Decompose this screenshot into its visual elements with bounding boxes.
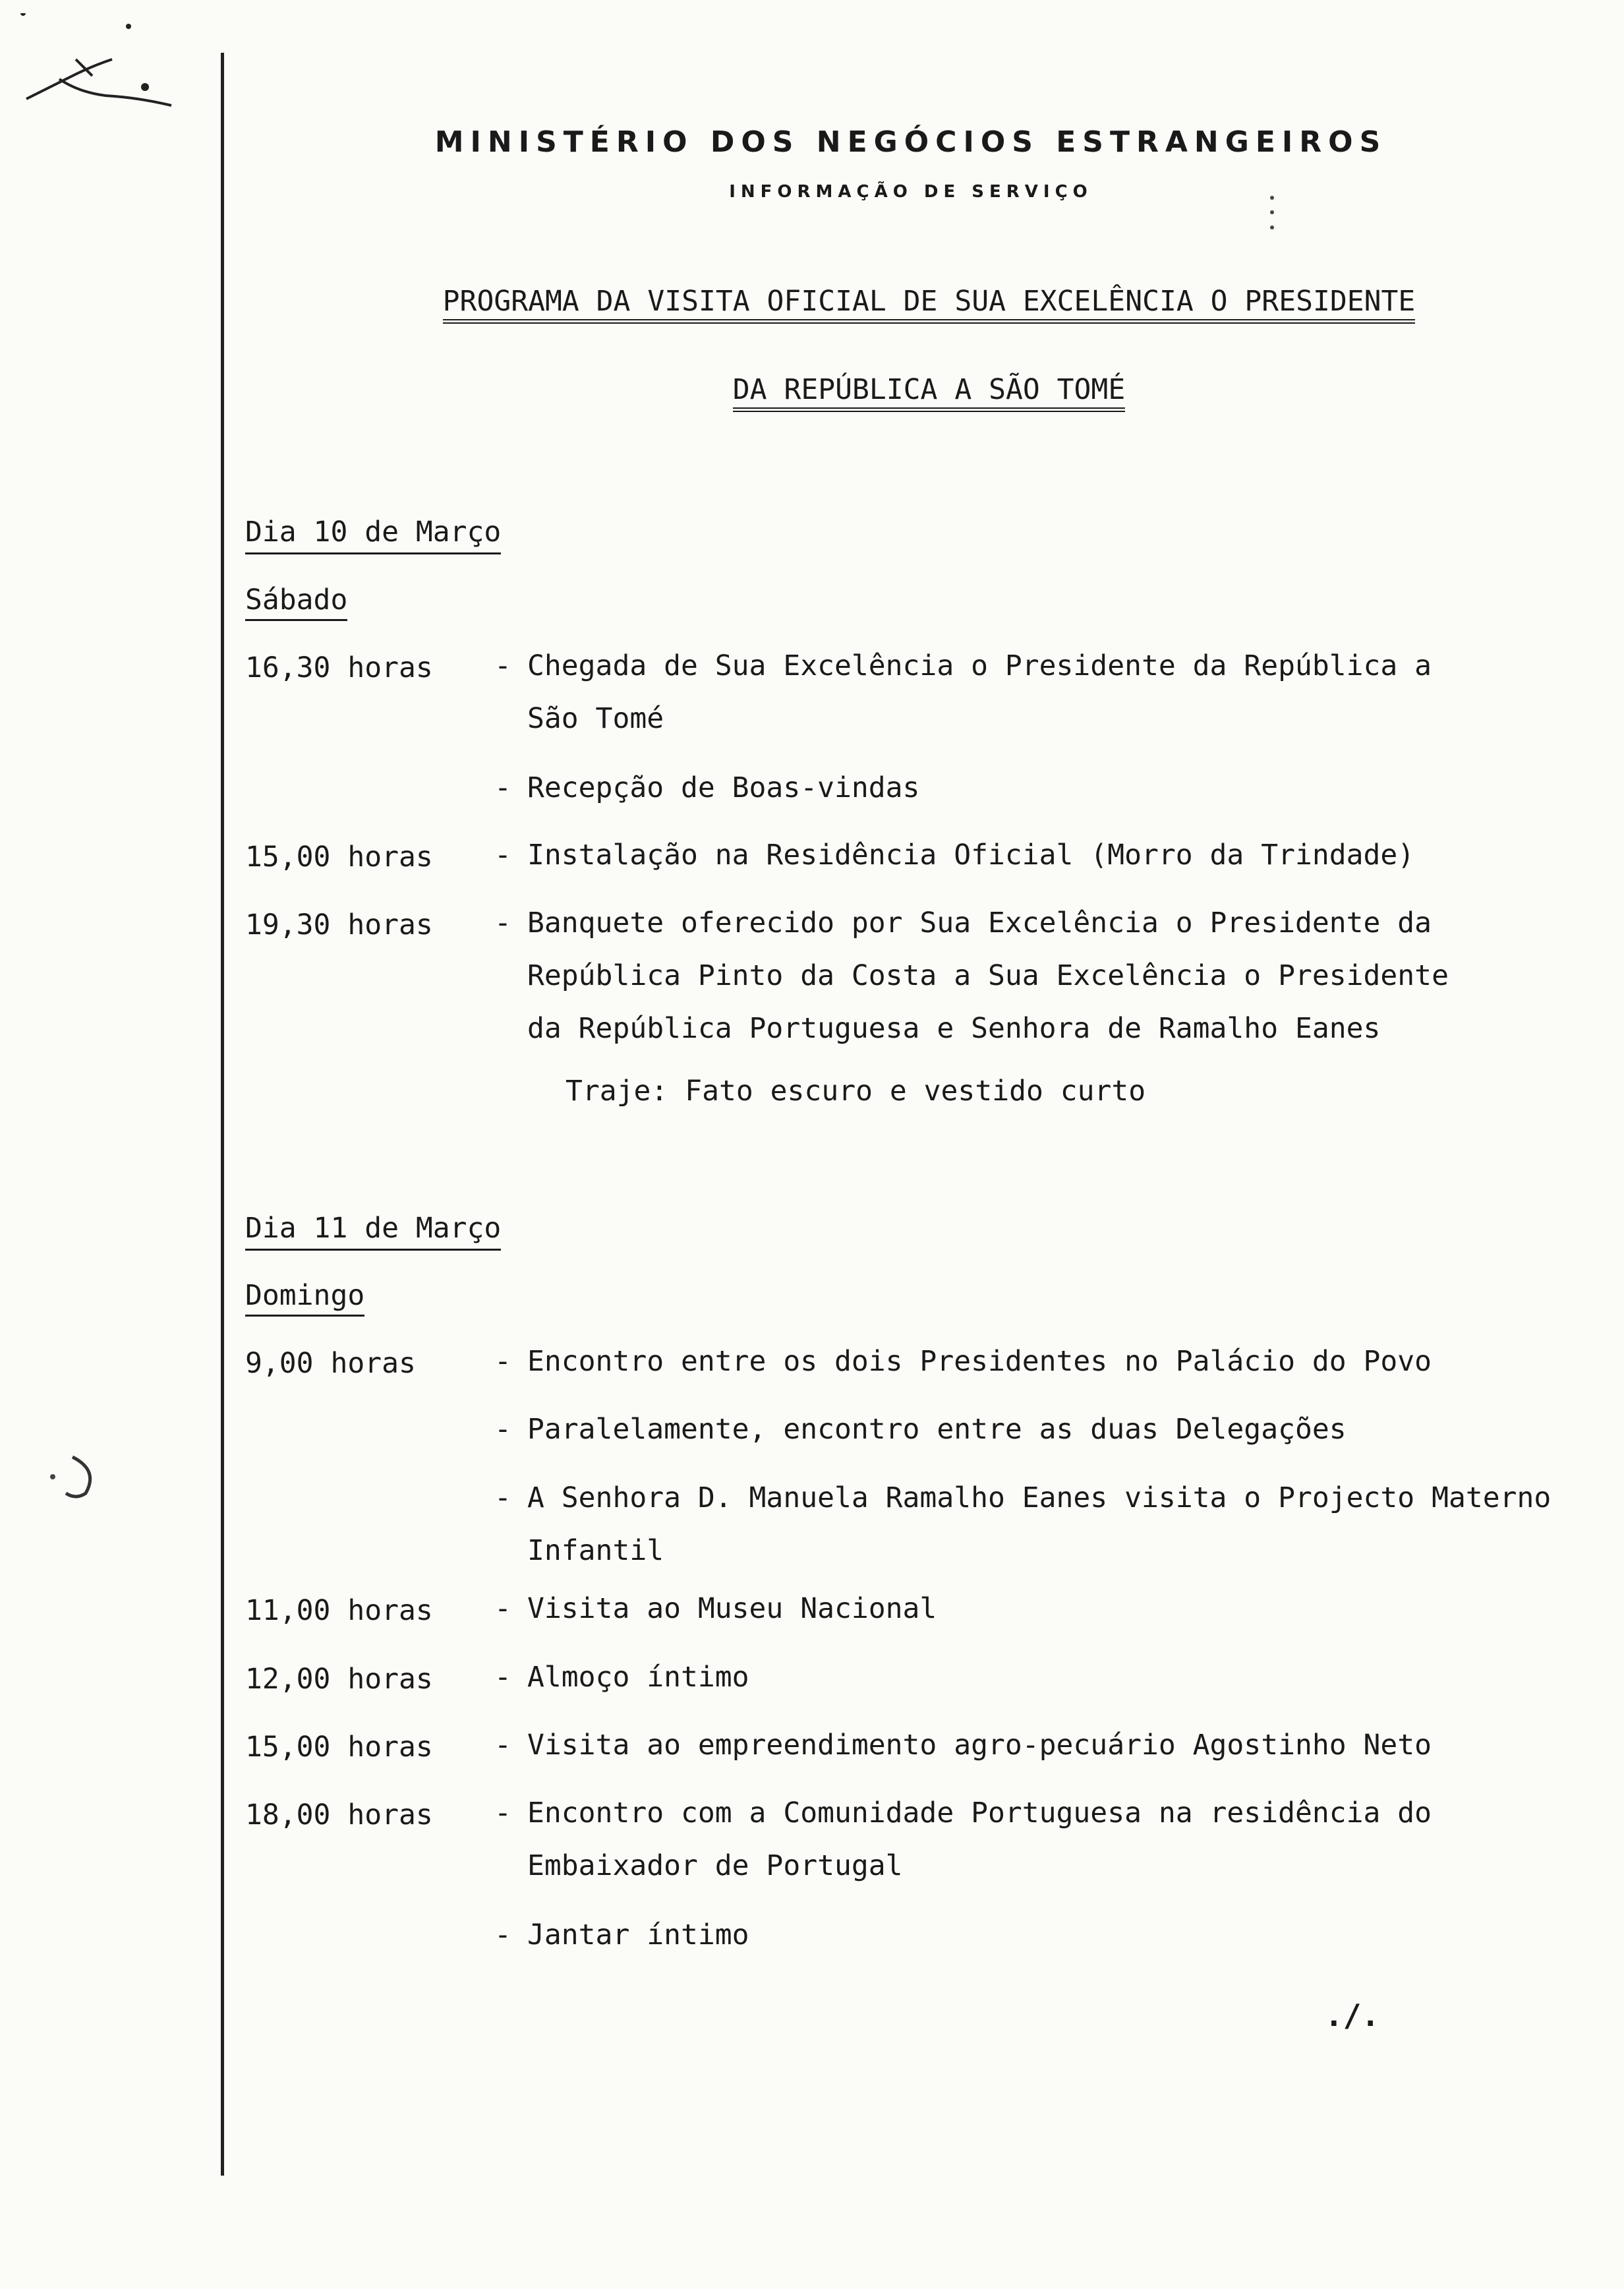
staple-mark — [46, 1450, 105, 1503]
entry-time: 12,00 horas — [245, 1663, 433, 1696]
day-weekday: Sábado — [245, 583, 347, 621]
entry-time: 11,00 horas — [245, 1594, 433, 1627]
entry-time: 16,30 horas — [245, 651, 433, 684]
day-date: Dia 11 de Março — [245, 1212, 501, 1251]
program-title-line2: DA REPÚBLICA A SÃO TOMÉ — [0, 373, 1624, 406]
entry-text: - Visita ao Museu Nacional — [494, 1592, 937, 1625]
entry-time: 9,00 horas — [245, 1347, 416, 1380]
entry-time: 18,00 horas — [245, 1798, 433, 1831]
day-date: Dia 10 de Março — [245, 516, 501, 554]
dress-code-note: Traje: Fato escuro e vestido curto — [566, 1075, 1146, 1108]
program-title-line1: PROGRAMA DA VISITA OFICIAL DE SUA EXCELÊNCIA O PRESIDENTE — [0, 285, 1624, 318]
entry-text: - Instalação na Residência Oficial (Morro da Trindade) — [494, 839, 1415, 872]
ministry-heading: MINISTÉRIO DOS NEGÓCIOS ESTRANGEIROS — [434, 125, 1387, 159]
entry-time: 19,30 horas — [245, 908, 433, 941]
margin-rule — [221, 53, 224, 2176]
entry-text: - Visita ao empreendimento agro-pecuário Agostinho Neto — [494, 1729, 1432, 1762]
continuation-mark: ./. — [1325, 1998, 1380, 2033]
entry-text: - Chegada de Sua Excelência o Presidente da República a São Tomé — [494, 649, 1432, 735]
entry-text: - Recepção de Boas-vindas — [494, 771, 920, 804]
service-subheading: INFORMAÇÃO DE SERVIÇO — [729, 182, 1093, 202]
entry-text: - Encontro com a Comunidade Portuguesa na residência do Embaixador de Portugal — [494, 1797, 1432, 1882]
entry-time: 15,00 horas — [245, 1731, 433, 1764]
entry-text: - Banquete oferecido por Sua Excelência o Presidente da República Pinto da Costa a Sua Excelência o Presidente da República Portuguesa e Senhora de Ramalho Eanes — [494, 907, 1449, 1045]
entry-time: 15,00 horas — [245, 841, 433, 874]
entry-text: - Encontro entre os dois Presidentes no Palácio do Povo — [494, 1345, 1432, 1378]
day-weekday: Domingo — [245, 1279, 364, 1317]
entry-text: - Paralelamente, encontro entre as duas Delegações — [494, 1413, 1347, 1446]
entry-text: - Jantar íntimo — [494, 1918, 749, 1951]
entry-text: - A Senhora D. Manuela Ramalho Eanes visita o Projecto Materno Infantil — [494, 1481, 1552, 1567]
entry-text: - Almoço íntimo — [494, 1661, 749, 1694]
